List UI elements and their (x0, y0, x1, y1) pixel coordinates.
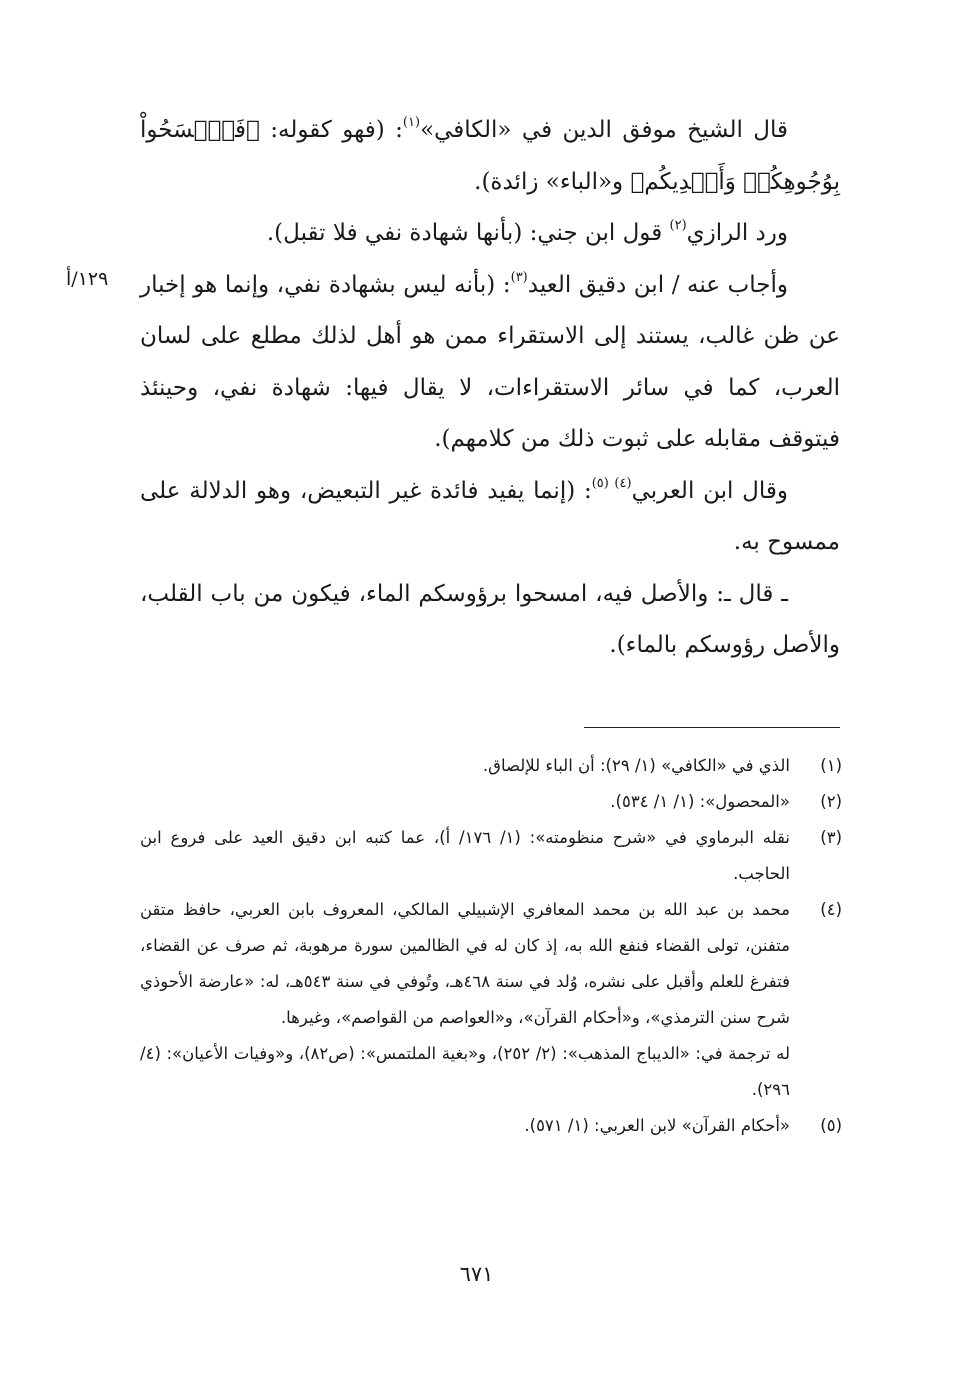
footnote-paragraph: له ترجمة في: «الديباج المذهب»: (٢/ ٢٥٢)، و«بغية الملتمس»: (ص٨٢)، و«وفيات الأعيان»: (٤/ ٢٩٦). (140, 1044, 790, 1099)
footnote-1 (140, 748, 842, 784)
footnote-ref-3[interactable]: (٣) (510, 269, 528, 285)
paragraph-5: ـ قال ـ: والأصل فيه، امسحوا برؤوسكم الماء، فيكون من باب القلب، والأصل رؤوسكم بالماء). (140, 580, 840, 658)
text-run: قال الشيخ موفق الدين في «الكافي» (420, 117, 789, 143)
main-text (140, 105, 840, 672)
footnote-text: نقله البرماوي في «شرح منظومته»: (١/ ١٧٦/ أ)، عما كتبه ابن دقيق العيد على فروع ابن الحاجب. (140, 828, 790, 883)
footnote-4 (140, 892, 842, 1108)
paragraph-3 (140, 260, 840, 466)
footnote-text: «أحكام القرآن» لابن العربي: (١/ ٥٧١). (524, 1116, 790, 1135)
footnote-text: الذي في «الكافي» (١/ ٢٩): أن الباء للإلصاق. (482, 756, 790, 775)
text-run: : (إنما يفيد فائدة غير التبعيض، وهو الدلالة على ممسوح به. (140, 477, 840, 555)
text-run: : (بأنه ليس بشهادة نفي، وإنما هو إخبار عن ظن غالب، يستند إلى الاستقراء ممن هو أهل لذلك مطلع على لسان العرب، كما في سائر الاستقراءات، لا يقال فيها: شهادة نفي، وحينئذ فيتوقف مقابله على ثبوت ذلك من كلامهم). (140, 271, 840, 452)
footnote-number: (٢) (820, 792, 842, 811)
footnote-text: «المحصول»: (١/ ١/ ٥٣٤). (610, 792, 790, 811)
paragraph-4 (140, 466, 840, 569)
footnote-ref-2[interactable]: (٢) (669, 218, 687, 233)
text-run: ورد الرازي (686, 220, 788, 246)
footnote-3 (140, 820, 842, 892)
text-run: وقال ابن العربي (631, 477, 788, 504)
manuscript-folio-marker: ١٢٩/أ (66, 268, 109, 290)
footnote-ref-4-5[interactable]: (٤) (٥) (591, 475, 632, 491)
footnote-separator (584, 727, 840, 728)
footnotes (140, 748, 842, 1144)
text-run: وأجاب عنه / ابن دقيق العيد (527, 271, 788, 298)
text-run: قول ابن جني: (بأنها شهادة نفي فلا تقبل). (266, 220, 670, 246)
paragraph-1 (140, 105, 840, 208)
footnote-paragraph: محمد بن عبد الله بن محمد المعافري الإشبيلي المالكي، المعروف بابن العربي، حافظ متقن متفنن، تولى القضاء فنفع الله به، إذ كان له في الظالمين سورة مرهوبة، ثم صرف عن القضاء، فتفرغ للعلم وأقبل على نشره، وُلد في سنة ٤٦٨هـ، وتُوفي في سنة ٥٤٣هـ، له: «عارضة الأحوذي شرح سنن الترمذي»، و«أحكام القرآن»، و«العواصم من القواصم»، وغيرها. (140, 900, 790, 1027)
footnote-number: (٣) (820, 828, 842, 847)
footnote-5 (140, 1108, 842, 1144)
footnote-number: (٥) (820, 1116, 842, 1135)
footnote-2 (140, 784, 842, 820)
paragraph-2 (140, 208, 840, 260)
text-run: : (فهو كقوله: ﴿فَٱمۡسَحُواْ بِوُجُوهِكُمۡ وَأَيۡدِيكُم﴾ و«الباء» زائدة). (140, 117, 840, 195)
footnote-text (140, 892, 790, 1108)
page-number: ٦٧١ (459, 1262, 494, 1286)
footnote-number: (٤) (820, 900, 842, 919)
footnote-ref-1[interactable]: (١) (402, 115, 421, 130)
footnote-number: (١) (820, 756, 842, 775)
